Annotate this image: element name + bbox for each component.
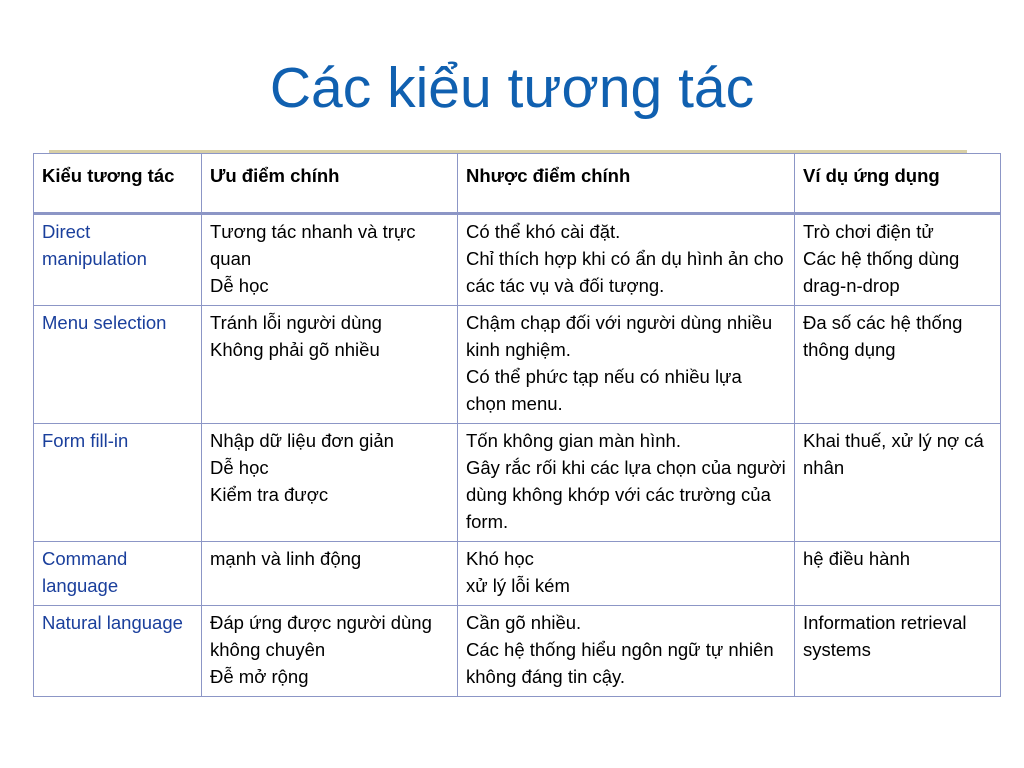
disadvantages-cell xyxy=(458,424,795,542)
examples-cell xyxy=(795,424,1001,542)
disadvantages-cell xyxy=(458,306,795,424)
advantages-cell xyxy=(202,306,458,424)
disadvantage-line: Chậm chạp đối với người dùng nhiều kinh nghiệm. xyxy=(466,312,773,360)
disadvantage-line: Khó học xyxy=(466,548,534,569)
advantages-cell xyxy=(202,542,458,606)
examples-cell xyxy=(795,542,1001,606)
slide-title: Các kiểu tương tác xyxy=(269,56,755,120)
disadvantage-line: Các hệ thống hiểu ngôn ngữ tự nhiên không đáng tin cậy. xyxy=(466,639,774,687)
header-cell-disadvantages: Nhược điểm chính xyxy=(458,154,795,214)
interaction-type-cell: Natural language xyxy=(34,606,202,697)
disadvantage-line: Cần gõ nhiều. xyxy=(466,612,582,633)
example-line: Đa số các hệ thống thông dụng xyxy=(803,312,963,360)
examples-cell xyxy=(795,214,1001,306)
advantages-cell xyxy=(202,424,458,542)
table-row xyxy=(34,606,1001,697)
advantage-line: Dễ học xyxy=(210,457,269,478)
example-line: Các hệ thống dùng drag-n-drop xyxy=(803,248,960,296)
advantage-line: Nhập dữ liệu đơn giản xyxy=(210,430,394,451)
examples-cell xyxy=(795,306,1001,424)
table-row xyxy=(34,542,1001,606)
example-line: Khai thuế, xử lý nợ cá nhân xyxy=(803,430,984,478)
advantage-line: Đễ mở rộng xyxy=(210,666,309,687)
advantage-line: Tránh lỗi người dùng xyxy=(210,312,382,333)
disadvantage-line: Có thể phức tạp nếu có nhiều lựa chọn menu. xyxy=(466,366,742,414)
disadvantage-line: Gây rắc rối khi các lựa chọn của người dùng không khớp với các trường của form. xyxy=(466,457,786,532)
advantage-line: Không phải gõ nhiều xyxy=(210,339,380,360)
advantage-line: Kiểm tra được xyxy=(210,484,329,505)
disadvantage-line: Có thể khó cài đặt. xyxy=(466,221,621,242)
advantage-line: Đáp ứng được người dùng không chuyên xyxy=(210,612,432,660)
advantage-line: Tương tác nhanh và trực quan xyxy=(210,221,416,269)
header-cell-examples: Ví dụ ứng dụng xyxy=(795,154,1001,214)
advantage-line: mạnh và linh động xyxy=(210,548,362,569)
disadvantages-cell xyxy=(458,606,795,697)
interaction-type-cell: Menu selection xyxy=(34,306,202,424)
table-row xyxy=(34,214,1001,306)
interaction-type-cell: Command language xyxy=(34,542,202,606)
table-row xyxy=(34,306,1001,424)
advantages-cell xyxy=(202,606,458,697)
header-cell-type: Kiểu tương tác xyxy=(34,154,202,214)
disadvantages-cell xyxy=(458,214,795,306)
table-header-row xyxy=(34,154,1001,214)
example-line: Information retrieval systems xyxy=(803,612,967,660)
advantages-cell xyxy=(202,214,458,306)
disadvantage-line: xử lý lỗi kém xyxy=(466,575,570,596)
examples-cell xyxy=(795,606,1001,697)
interaction-styles-table xyxy=(33,153,1001,697)
disadvantage-line: Chỉ thích hợp khi có ẩn dụ hình ản cho các tác vụ và đối tượng. xyxy=(466,248,784,296)
interaction-type-cell: Direct manipulation xyxy=(34,214,202,306)
disadvantage-line: Tốn không gian màn hình. xyxy=(466,430,681,451)
example-line: Trò chơi điện tử xyxy=(803,221,934,242)
header-cell-advantages: Ưu điểm chính xyxy=(202,154,458,214)
table-row xyxy=(34,424,1001,542)
disadvantages-cell xyxy=(458,542,795,606)
advantage-line: Dễ học xyxy=(210,275,269,296)
example-line: hệ điều hành xyxy=(803,548,910,569)
interaction-type-cell: Form fill-in xyxy=(34,424,202,542)
